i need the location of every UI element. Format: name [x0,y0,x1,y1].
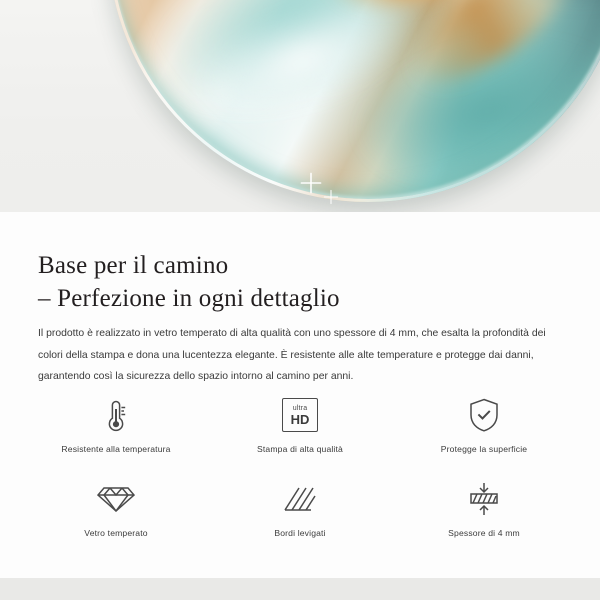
diamond-icon [96,476,136,522]
page-title [38,249,558,315]
feature-polished-edges [208,476,392,554]
headline-line-1: Base per il camino [38,251,229,279]
feature-label: Bordi levigati [274,528,326,538]
polished-edges-icon [281,476,319,522]
ultra-hd-icon [282,392,318,438]
feature-tempered-glass [24,476,208,554]
feature-label: Vetro temperato [84,528,148,538]
feature-label: Resistente alla temperatura [61,444,171,454]
shield-check-icon [467,392,501,438]
hero-product-image [0,0,600,212]
bottom-bar [0,578,600,600]
product-description-text: Il prodotto è realizzato in vetro temperato di alta qualità con uno spessore di 4 mm, che esalta la profondità dei colori della stampa e dona una lucentezza elegante. È resistente alle alte temperature e protegge dai danni, garantendo così la sicurezza dello spazio intorno al camino per anni. [38,328,546,383]
feature-grid [24,392,576,554]
feature-label: Stampa di alta qualità [257,444,343,454]
feature-high-quality-print [208,392,392,470]
headline-line-2: – Perfezione in ogni dettaglio [38,284,340,312]
feature-label: Protegge la superficie [440,444,528,454]
thermometer-icon [101,392,131,438]
thickness-4mm-icon [465,476,503,522]
feature-thickness-4mm [392,476,576,554]
ultra-hd-badge-top: ultra [292,404,308,412]
feature-temperature-resistant [24,392,208,470]
feature-protects-surface [392,392,576,470]
ultra-hd-badge-bottom: HD [290,411,310,427]
feature-label: Spessore di 4 mm [448,528,520,538]
